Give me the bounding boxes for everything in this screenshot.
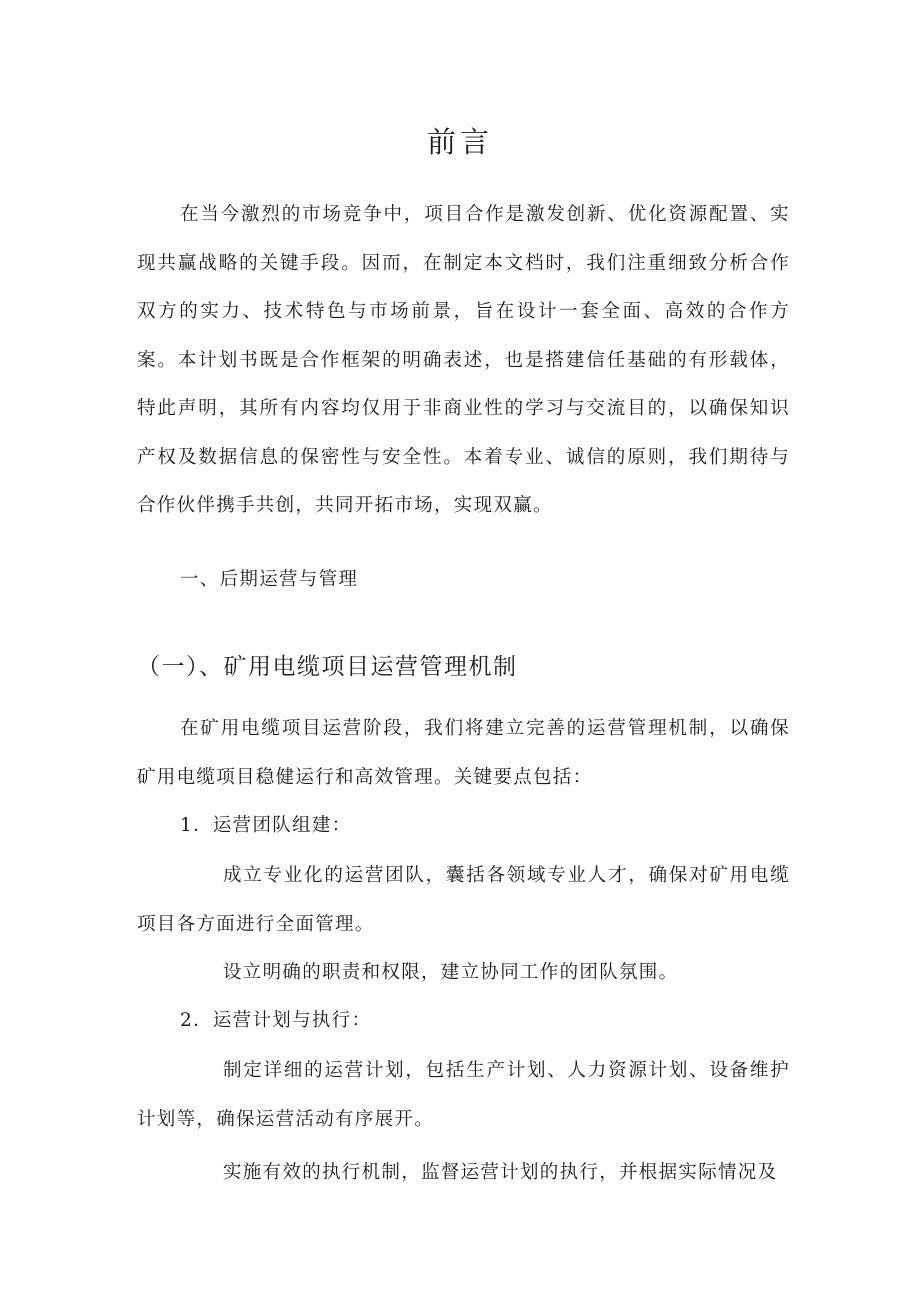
list-item-label: 2．运营计划与执行：: [180, 1010, 372, 1031]
list-item-point: 设立明确的职责和权限，建立协同工作的团队氛围。: [223, 962, 679, 983]
page-title: 前言: [426, 125, 493, 159]
list-item-label: 1．运营团队组建：: [180, 815, 352, 836]
list-item-point: 成立专业化的运营团队，囊括各领域专业人才，确保对矿用电缆项目各方面进行全面管理。: [137, 865, 790, 935]
section-heading: 一、后期运营与管理: [180, 569, 359, 590]
list-item-point: 制定详细的运营计划，包括生产计划、人力资源计划、设备维护计划等，确保运营活动有序展开。: [137, 1060, 790, 1130]
subsection-heading: （一）、矿用电缆项目运营管理机制: [137, 654, 518, 680]
list-item-point: 实施有效的执行机制，监督运营计划的执行，并根据实际情况及: [223, 1162, 778, 1183]
intro-paragraph: 在当今激烈的市场竞争中，项目合作是激发创新、优化资源配置、实现共赢战略的关键手段。因而，在制定本文档时，我们注重细致分析合作双方的实力、技术特色与市场前景，旨在设计一套全面、高效的合作方案。本计划书既是合作框架的明确表述，也是搭建信任基础的有形载体，特此声明，其所有内容均仅用于非商业性的学习与交流目的，以确保知识产权及数据信息的保密性与安全性。本着专业、诚信的原则，我们期待与合作伙伴携手共创，共同开拓市场，实现双赢。: [137, 204, 790, 516]
mechanism-paragraph: 在矿用电缆项目运营阶段，我们将建立完善的运营管理机制，以确保矿用电缆项目稳健运行和高效管理。关键要点包括：: [137, 718, 790, 788]
